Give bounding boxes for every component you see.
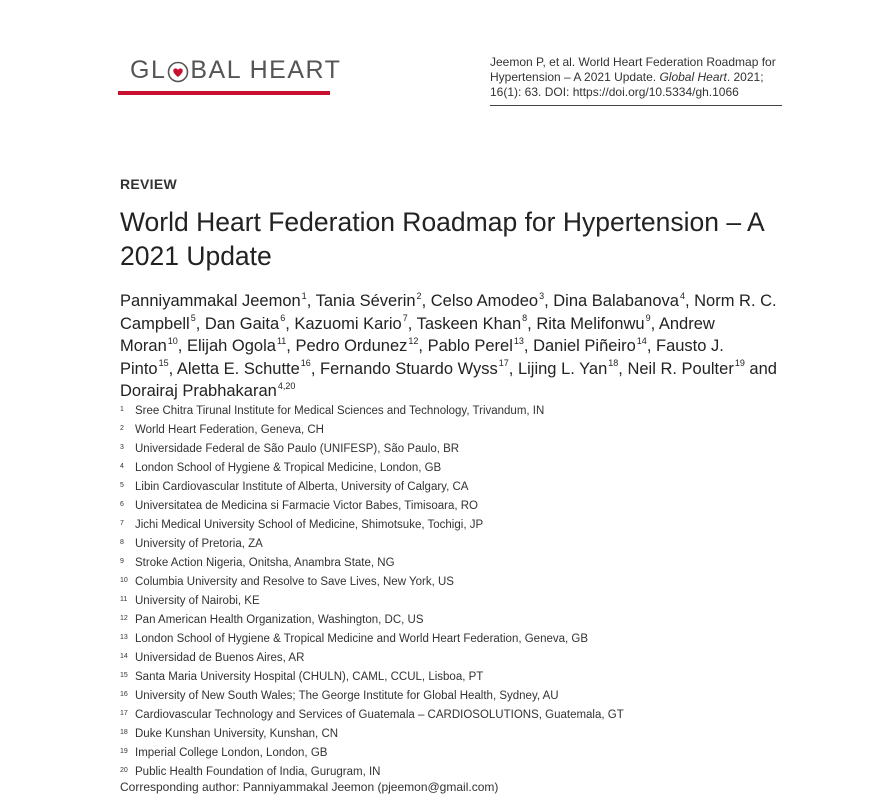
affiliation-number: 11: [120, 596, 128, 603]
affiliation-number: 14: [120, 653, 128, 660]
affiliation-text: London School of Hygiene & Tropical Medicine and World Heart Federation, Geneva, GB: [135, 633, 589, 645]
affiliation-item: [120, 723, 820, 742]
affiliation-number: 20: [120, 767, 128, 774]
affiliation-item: [120, 761, 820, 780]
author-name: Pedro Ordunez: [295, 337, 408, 355]
author-name: Aletta E. Schutte: [176, 359, 300, 378]
author-affiliation-ref: 10: [167, 335, 178, 346]
affiliation-number: 7: [120, 520, 124, 527]
author-affiliation-ref: 4,20: [277, 380, 296, 391]
journal-logo: [130, 56, 341, 85]
author-name: Dina Balabanova: [553, 292, 679, 310]
author-list: Panniyammakal Jeemon$^1$, Tania Séverin$^2$, Celso Amodeo$^3$, Dina Balabanova$^4$, Norm R. C. Campbell$^5$, Dan Gaita$^6$, Kazuomi Kario$^7$, Taskeen Khan$^8$, Rita Melifonwu$^9$, Andrew Moran$^{10}$, Elijah Ogola$^{11}$, Pedro Ordunez$^{12}$, Pablo Perel$^{13}$, Daniel Piñeiro$^{14}$, Fausto J. Pinto$^{15}$, Aletta E. Schutte$^{16}$, Fernando Stuardo Wyss$^{17}$, Lijing L. Yan$^{18}$, Neil R. Poulter$^{19}$ and Dorairaj Prabhakaran$^{4,20}$: [120, 290, 777, 400]
author-affiliation-ref: 19: [734, 358, 745, 368]
affiliation-item: [120, 742, 820, 761]
affiliation-item: [120, 400, 820, 419]
author-name: Taskeen Khan: [416, 314, 522, 333]
affiliation-list: [120, 400, 820, 780]
author-name: Neil R. Poulter: [627, 359, 734, 378]
author-name: Elijah Ogola: [186, 337, 276, 355]
affiliation-number: 1: [120, 406, 124, 413]
author-name: Norm R. C. Campbell: [120, 292, 777, 333]
affiliation-number: 18: [120, 729, 128, 736]
affiliation-text: Public Health Foundation of India, Gurugram, IN: [135, 766, 381, 778]
affiliation-text: Libin Cardiovascular Institute of Alberta, University of Calgary, CA: [135, 481, 469, 493]
author-name: Kazuomi Kario: [294, 314, 402, 333]
author-affiliation-ref: 2: [416, 290, 422, 301]
affiliation-item: [120, 609, 820, 628]
author-affiliation-ref: 8: [522, 313, 528, 323]
affiliation-text: University of Pretoria, ZA: [135, 538, 263, 550]
author-affiliation-ref: 6: [280, 313, 286, 323]
author-name: Lijing L. Yan: [517, 359, 608, 378]
affiliation-text: Jichi Medical University School of Medicine, Shimotsuke, Tochigi, JP: [135, 519, 484, 531]
affiliation-text: Imperial College London, London, GB: [135, 747, 328, 759]
author-affiliation-ref: 16: [300, 358, 311, 368]
affiliation-item: [120, 457, 820, 476]
affiliation-number: 16: [120, 691, 128, 698]
affiliation-item: [120, 590, 820, 609]
affiliation-item: [120, 533, 820, 552]
author-name: Tania Séverin: [315, 292, 416, 310]
citation-prefix: Jeemon P, et al. World Heart Federation Roadmap for Hypertension – A 2021 Update.: [490, 55, 776, 84]
author-affiliation-ref: 15: [158, 358, 169, 368]
author-affiliation-ref: 17: [498, 358, 509, 368]
author-affiliation-ref: 3: [539, 290, 545, 301]
affiliation-item: [120, 552, 820, 571]
affiliation-item: [120, 685, 820, 704]
author-affiliation-ref: 4: [679, 290, 685, 301]
logo-text-start: GL: [130, 56, 167, 84]
affiliation-number: 6: [120, 501, 124, 508]
affiliation-text: University of New South Wales; The George Institute for Global Health, Sydney, AU: [135, 690, 559, 702]
affiliation-number: 17: [120, 710, 128, 717]
affiliation-text: Sree Chitra Tirunal Institute for Medical Sciences and Technology, Trivandum, IN: [135, 405, 545, 417]
affiliation-number: 4: [120, 463, 124, 470]
citation-suffix: . 2021; 16(1): 63. DOI: https://doi.org/10.5334/gh.1066: [490, 70, 764, 99]
affiliation-item: [120, 514, 820, 533]
affiliation-number: 13: [120, 634, 128, 641]
affiliation-text: London School of Hygiene & Tropical Medicine, London, GB: [135, 462, 442, 474]
author-affiliation-ref: 11: [276, 335, 287, 346]
affiliation-text: Pan American Health Organization, Washington, DC, US: [135, 614, 424, 626]
header-divider: [490, 105, 782, 106]
affiliation-number: 12: [120, 615, 128, 622]
corresponding-author: Corresponding author: Panniyammakal Jeemon (pjeemon@gmail.com): [120, 780, 499, 794]
affiliation-item: [120, 628, 820, 647]
author-name: Dorairaj Prabhakaran: [120, 382, 277, 400]
affiliation-text: Cardiovascular Technology and Services of Guatemala – CARDIOSOLUTIONS, Guatemala, GT: [135, 709, 624, 721]
author-affiliation-ref: 5: [190, 313, 196, 323]
author-name: Dan Gaita: [204, 314, 280, 333]
affiliation-number: 9: [120, 558, 124, 565]
author-name: Celso Amodeo: [430, 292, 539, 310]
citation-block: [490, 55, 790, 100]
author-name: Rita Melifonwu: [536, 314, 645, 333]
affiliation-text: Universitatea de Medicina si Farmacie Victor Babes, Timisoara, RO: [135, 500, 479, 512]
affiliation-text: University of Nairobi, KE: [135, 595, 260, 607]
affiliation-text: Universidad de Buenos Aires, AR: [135, 652, 305, 664]
affiliation-text: Columbia University and Resolve to Save Lives, New York, US: [135, 576, 454, 588]
affiliation-item: [120, 647, 820, 666]
affiliation-text: Duke Kunshan University, Kunshan, CN: [135, 728, 339, 740]
heart-logo-icon: [167, 61, 189, 83]
author-name: Daniel Piñeiro: [533, 337, 636, 355]
affiliation-number: 2: [120, 425, 124, 432]
author-name: Fausto J. Pinto: [120, 337, 724, 378]
affiliation-item: [120, 666, 820, 685]
affiliation-number: 10: [120, 577, 128, 584]
logo-accent-bar: [118, 91, 330, 95]
author-affiliation-ref: 13: [513, 335, 524, 346]
affiliation-text: Santa Maria University Hospital (CHULN), CAML, CCUL, Lisboa, PT: [135, 671, 484, 683]
author-affiliation-ref: 1: [301, 290, 307, 301]
affiliation-text: World Heart Federation, Geneva, CH: [135, 424, 324, 436]
affiliation-item: [120, 419, 820, 438]
author-affiliation-ref: 14: [636, 335, 647, 346]
author-name: Pablo Perel: [427, 337, 513, 355]
affiliation-number: 8: [120, 539, 124, 546]
citation-journal: Global Heart: [659, 70, 727, 84]
affiliation-number: 15: [120, 672, 128, 679]
author-affiliation-ref: 12: [408, 335, 419, 346]
affiliation-item: [120, 704, 820, 723]
author-affiliation-ref: 18: [608, 358, 619, 368]
affiliation-text: Universidade Federal de São Paulo (UNIFESP), São Paulo, BR: [135, 443, 460, 455]
affiliation-number: 3: [120, 444, 124, 451]
affiliation-number: 5: [120, 482, 124, 489]
author-name: Panniyammakal Jeemon: [120, 292, 301, 310]
author-name: Andrew Moran: [120, 314, 715, 355]
affiliation-item: [120, 438, 820, 457]
logo-text-end: BAL HEART: [190, 56, 342, 84]
article-type: REVIEW: [120, 176, 178, 192]
affiliation-text: Stroke Action Nigeria, Onitsha, Anambra State, NG: [135, 557, 395, 569]
affiliation-number: 19: [120, 748, 128, 755]
author-affiliation-ref: 9: [645, 313, 651, 323]
affiliation-item: [120, 476, 820, 495]
article-title: World Heart Federation Roadmap for Hypertension – A 2021 Update: [120, 207, 764, 271]
author-affiliation-ref: 7: [402, 313, 408, 323]
author-name: Fernando Stuardo Wyss: [319, 359, 498, 378]
affiliation-item: [120, 571, 820, 590]
affiliation-item: [120, 495, 820, 514]
